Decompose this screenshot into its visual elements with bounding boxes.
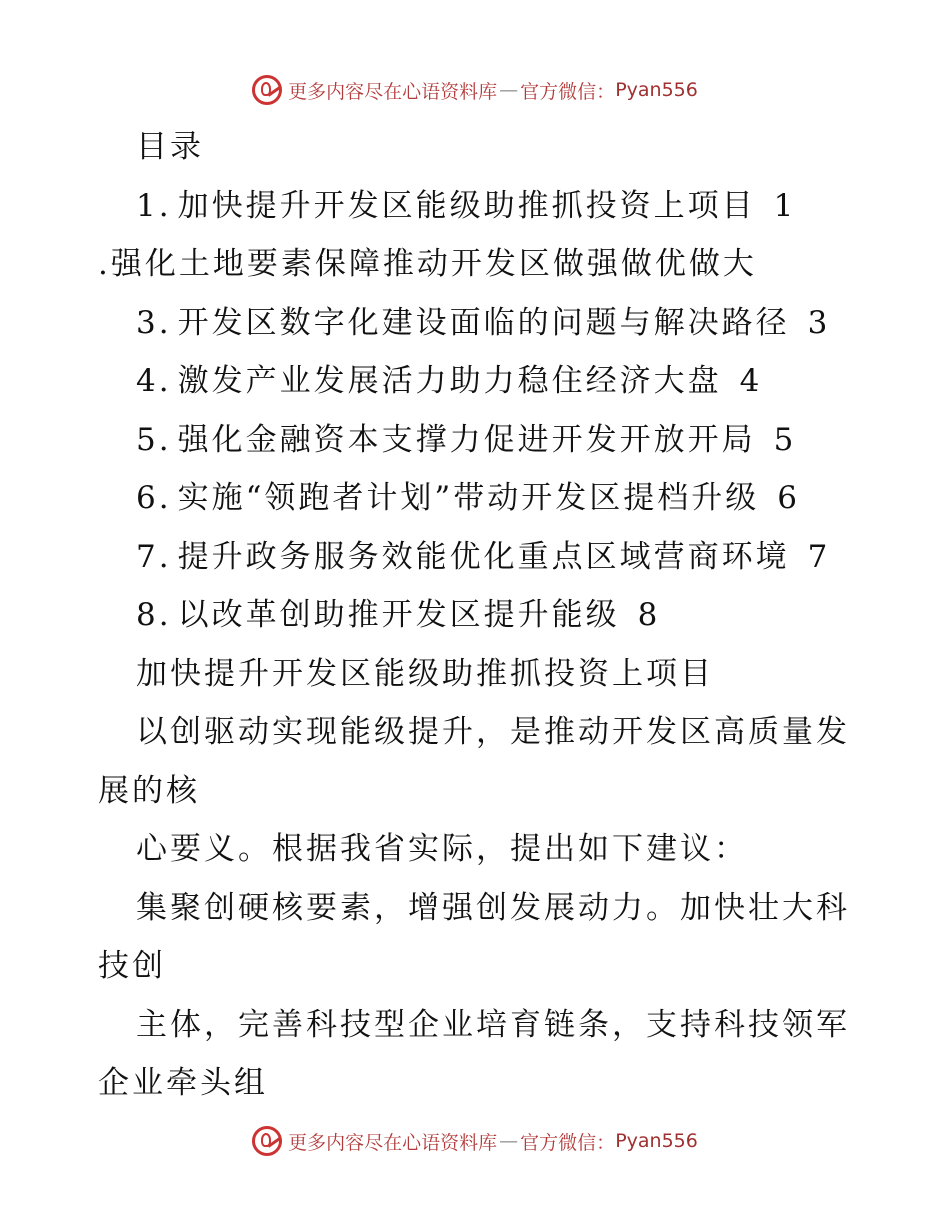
toc-item-text: 实施“领跑者计划”带动开发区提档升级 xyxy=(177,480,760,516)
watermark-separator: — xyxy=(499,79,519,101)
toc-item[interactable] xyxy=(98,235,858,294)
toc-item[interactable] xyxy=(98,411,858,470)
toc-item-number: . xyxy=(98,246,111,282)
watermark-brand: 更多内容尽在心语资料库 xyxy=(288,1131,498,1154)
toc-item-number: 4. xyxy=(136,363,172,399)
toc-item-text: 以改革创助推开发区提升能级 xyxy=(177,597,620,633)
toc-item-text: 提升政务服务效能优化重点区域营商环境 xyxy=(177,538,790,575)
toc-item-page: 7 xyxy=(807,538,831,575)
body-paragraph: 心要义。根据我省实际，提出如下建议： xyxy=(136,831,748,867)
document-body xyxy=(98,118,858,1113)
toc-item-page: 4 xyxy=(739,363,763,399)
watermark-wechat-label: 官方微信： xyxy=(520,80,616,103)
body-paragraph: 以创驱动实现能级提升，是推动开发区高质量发展的核 xyxy=(98,714,850,809)
toc-item[interactable] xyxy=(98,586,858,645)
watermark-wechat-label: 官方微信： xyxy=(520,1131,616,1154)
pen-logo-icon xyxy=(252,75,282,105)
toc-item-text: 强化金融资本支撑力促进开发开放开局 xyxy=(177,421,756,458)
watermark-footer xyxy=(0,1121,950,1161)
toc-item[interactable] xyxy=(98,294,858,353)
toc-item-text: 激发产业发展活力助力稳住经济大盘 xyxy=(177,363,722,399)
toc-item-number: 6. xyxy=(136,480,172,516)
toc-item[interactable] xyxy=(98,352,858,411)
toc-item[interactable] xyxy=(98,528,858,587)
watermark-wechat-id: Pyan556 xyxy=(615,79,698,101)
toc-item-number: 7. xyxy=(136,538,172,575)
toc-item-number: 8. xyxy=(136,597,172,633)
watermark-wechat-id: Pyan556 xyxy=(615,1130,698,1152)
toc-item[interactable] xyxy=(98,469,858,528)
watermark-brand: 更多内容尽在心语资料库 xyxy=(288,80,498,103)
toc-item-page: 1 xyxy=(773,187,797,224)
toc-item-page: 8 xyxy=(637,597,661,633)
toc-item-page: 3 xyxy=(807,304,831,341)
toc-item-page: 5 xyxy=(773,421,797,458)
toc-item-text: 开发区数字化建设面临的问题与解决路径 xyxy=(177,304,790,341)
body-paragraph: 集聚创硬核要素，增强创发展动力。加快壮大科技创 xyxy=(98,889,850,984)
pen-logo-icon xyxy=(252,1126,282,1156)
toc-item-number: 1. xyxy=(136,187,172,224)
table-of-contents xyxy=(98,177,858,645)
toc-item-number: 3. xyxy=(136,304,172,341)
toc-item-text: 加快提升开发区能级助推抓投资上项目 xyxy=(177,187,756,224)
toc-item-number: 5. xyxy=(136,421,172,458)
toc-item-page: 6 xyxy=(777,480,801,516)
toc-title: 目录 xyxy=(136,129,204,165)
watermark-header xyxy=(0,70,950,110)
toc-item[interactable] xyxy=(98,177,858,236)
toc-item-text: 强化土地要素保障推动开发区做强做优做大 xyxy=(110,246,757,282)
section-heading: 加快提升开发区能级助推抓投资上项目 xyxy=(136,655,714,692)
body-paragraph: 主体，完善科技型企业培育链条，支持科技领军企业牵头组 xyxy=(98,1006,850,1101)
watermark-separator: — xyxy=(499,1130,519,1152)
